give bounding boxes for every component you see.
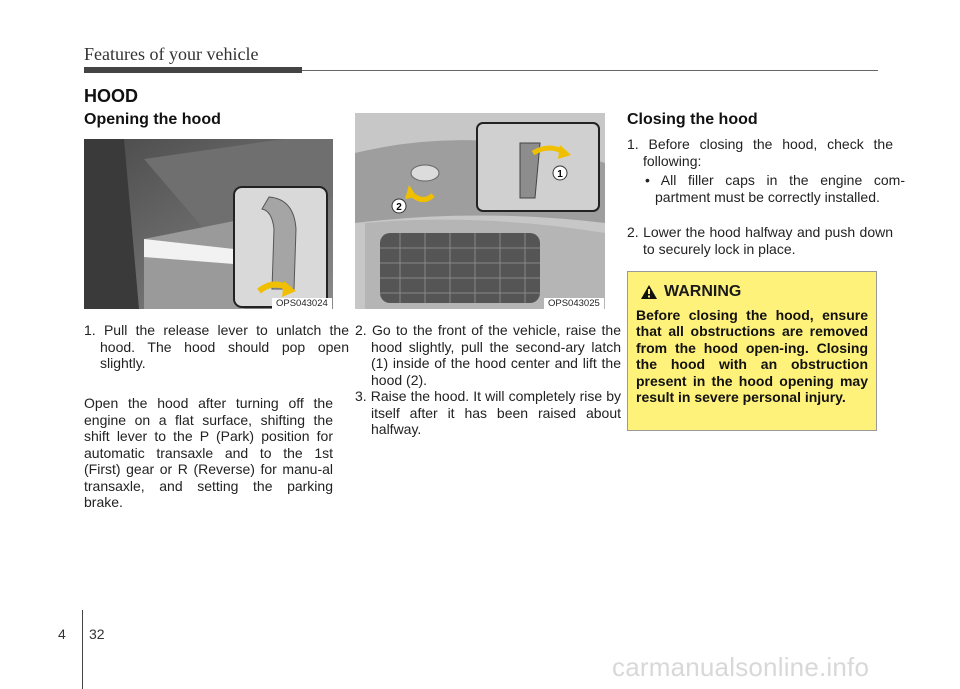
section-title: HOOD	[84, 86, 138, 106]
closing-heading: Closing the hood	[627, 111, 758, 128]
warning-triangle-icon	[640, 284, 658, 300]
watermark: carmanualsonline.info	[612, 652, 870, 682]
header-bar	[84, 67, 302, 73]
hood-latch-image	[355, 113, 605, 309]
middle-step-3: 3. Raise the hood. It will completely rise by itself after it has been raised about halfway.	[355, 388, 621, 437]
callout-2: 2	[396, 202, 402, 213]
warning-title: WARNING	[664, 283, 742, 300]
opening-heading: Opening the hood	[84, 111, 221, 128]
image-caption-2: OPS043025	[544, 298, 604, 309]
page-header-title: Features of your vehicle	[84, 44, 259, 64]
warning-body: Before closing the hood, ensure that all obstructions are removed from the hood open-ing. Closing the hood with an obstruction present in the hood opening may result in severe personal injury.	[636, 307, 868, 406]
closing-bullet: • All filler caps in the engine com-partment must be correctly installed.	[645, 172, 905, 205]
closing-step-1: 1. Before closing the hood, check the following:	[627, 136, 893, 169]
page-number: 32	[89, 626, 105, 642]
release-lever-image	[84, 139, 333, 309]
callout-1: 1	[557, 169, 563, 180]
image-caption-1: OPS043024	[272, 298, 332, 309]
footer-rule	[82, 610, 83, 689]
warning-box	[627, 271, 877, 431]
opening-paragraph: Open the hood after turning off the engine on a flat surface, shifting the shift lever to the P (Park) position for automatic transaxle and to the 1st (First) gear or R (Reverse) for manu-al transaxle, and setting the parking brake.	[84, 395, 333, 510]
closing-step-2: 2. Lower the hood halfway and push down to securely lock in place.	[627, 224, 893, 257]
opening-step-1: 1. Pull the release lever to unlatch the hood. The hood should pop open slightly.	[84, 322, 349, 371]
header-rule	[302, 70, 878, 71]
middle-step-2: 2. Go to the front of the vehicle, raise the hood slightly, pull the second-ary latch (1) inside of the hood center and lift the hood (2).	[355, 322, 621, 388]
chapter-number: 4	[58, 626, 66, 642]
